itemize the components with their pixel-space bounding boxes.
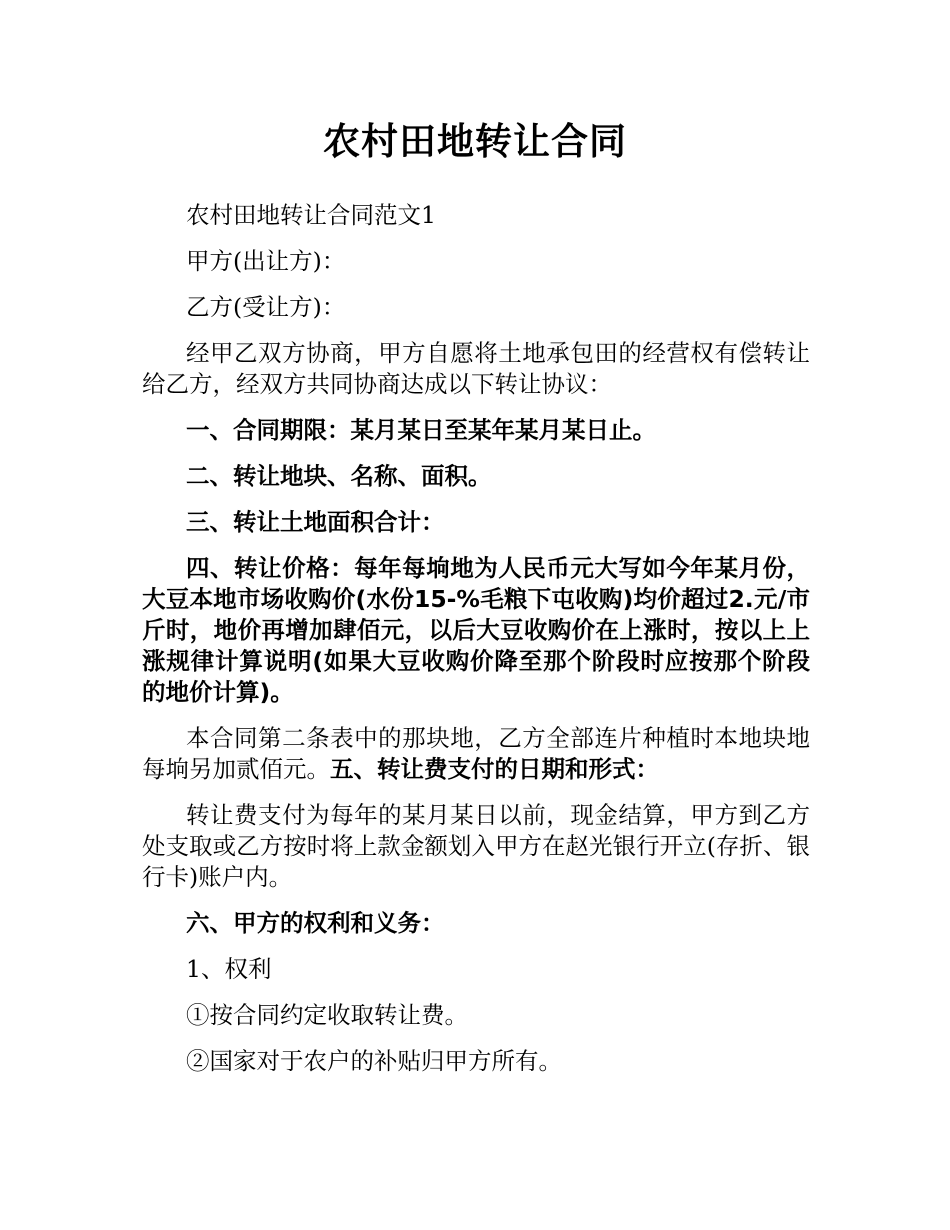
clause-2-parcel: 二、转让地块、名称、面积。 <box>186 462 492 490</box>
party-a-line: 甲方(出让方)： <box>186 247 346 275</box>
clause-5-heading: 五、转让费支付的日期和形式： <box>330 755 659 783</box>
clause-4-price: 四、转让价格：每年每垧地为人民币元大写如今年某月份，大豆本地市场收购价(水份15-%毛粮下屯收购)均价超过2.元/市斤时，地价再增加肆佰元，以后大豆收购价在上涨时，按以上上涨规律计算说明(如果大豆收购价降至那个阶段时应按那个阶段的地价计算)。 <box>142 554 810 706</box>
intro-paragraph: 经甲乙双方协商，甲方自愿将土地承包田的经营权有偿转让给乙方，经双方共同协商达成以下转让协议： <box>142 339 810 398</box>
right-item-1: ①按合同约定收取转让费。 <box>186 1001 468 1029</box>
rights-heading: 1、权利 <box>186 955 272 983</box>
document-title: 农村田地转让合同 <box>323 120 627 163</box>
doc-subtitle: 农村田地转让合同范文1 <box>186 201 436 229</box>
clause-3-area: 三、转让土地面积合计： <box>186 508 445 536</box>
document-body <box>142 200 810 1092</box>
party-b-line: 乙方(受让方)： <box>186 293 346 321</box>
clause-6-heading: 六、甲方的权利和义务： <box>186 909 445 937</box>
right-item-2: ②国家对于农户的补贴归甲方所有。 <box>186 1047 562 1075</box>
clause-5-payment: 转让费支付为每年的某月某日以前，现金结算，甲方到乙方处支取或乙方按时将上款金额划入甲方在赵光银行开立(存折、银行卡)账户内。 <box>142 801 810 891</box>
clause-4-supplement <box>142 723 810 785</box>
supplement-text: 本合同第二条表中的那块地，乙方全部连片种植时本地块地每垧另加贰佰元。 <box>142 724 810 783</box>
clause-1-term: 一、合同期限：某月某日至某年某月某日止。 <box>186 416 656 444</box>
